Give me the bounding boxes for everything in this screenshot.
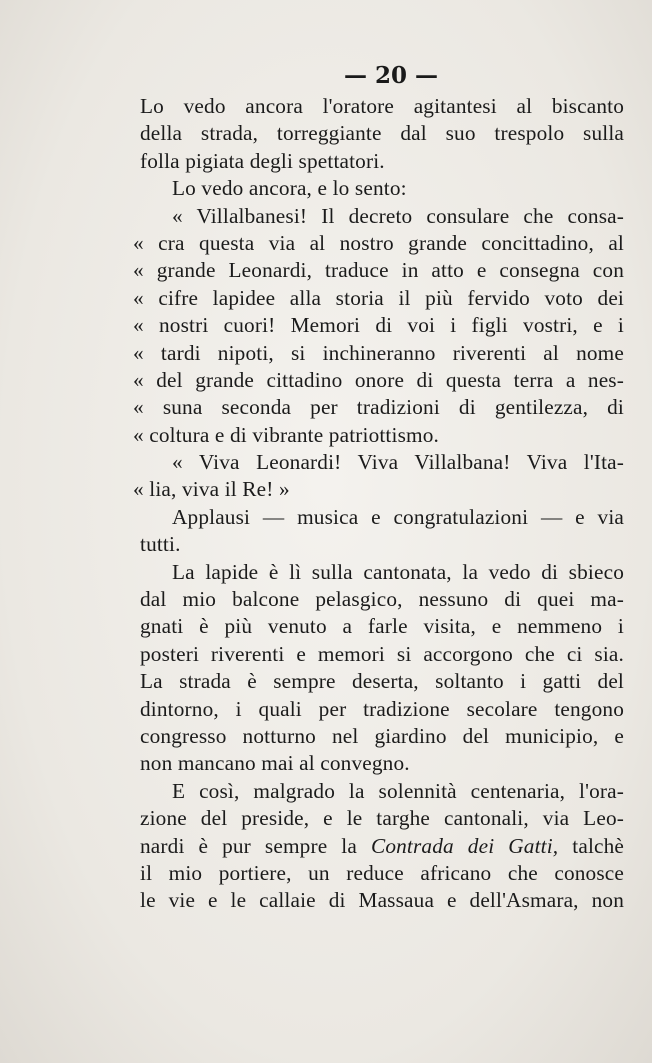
page-number: — 20 — <box>343 62 439 89</box>
text-line-25: non mancano mai al convegno. <box>140 751 410 776</box>
text-line-23: dintorno, i quali per tradizione secolare tengono <box>140 696 624 721</box>
text-line-4: Lo vedo ancora, e lo sento: <box>172 176 407 201</box>
text-line-16: Applausi — musica e congratulazioni — e via <box>172 504 624 529</box>
text-line-30: le vie e le callaie di Massaua e dell'Asmara, non <box>140 888 624 913</box>
text-line-28-end: talchè <box>558 833 625 858</box>
text-line-26: E così, malgrado la solennità centenaria, l'ora- <box>172 778 624 803</box>
text-line-1: Lo vedo ancora l'oratore agitantesi al biscanto <box>140 94 624 118</box>
text-line-22: La strada è sempre deserta, soltanto i gatti del <box>140 669 624 694</box>
text-line-3: folla pigiata degli spettatori. <box>140 148 385 173</box>
text-line-10: « tardi nipoti, si inchineranno riverenti al nome <box>133 340 624 365</box>
text-line-7: « grande Leonardi, traduce in atto e consegna con <box>133 258 624 283</box>
page-text <box>133 93 625 915</box>
text-line-5: « Villalbanesi! Il decreto consulare che consa- <box>172 203 624 228</box>
text-line-9: « nostri cuori! Memori di voi i figli vostri, e i <box>133 313 624 338</box>
text-line-19: dal mio balcone pelasgico, nessuno di quei ma- <box>140 587 624 612</box>
text-line-15: « lia, viva il Re! » <box>133 477 290 502</box>
text-line-29: il mio portiere, un reduce africano che conosce <box>140 860 624 885</box>
text-line-2: della strada, torreggiante dal suo trespolo sulla <box>140 121 624 146</box>
text-line-20: gnati è più venuto a farle visita, e nemmeno i <box>140 614 624 639</box>
text-line-6: « cra questa via al nostro grande concittadino, al <box>133 230 624 255</box>
italic-phrase: Contrada dei Gatti, <box>370 833 559 858</box>
text-line-27: zione del preside, e le targhe cantonali, via Leo- <box>140 806 624 831</box>
text-line-13: « coltura e di vibrante patriottismo. <box>133 422 439 447</box>
text-line-18: La lapide è lì sulla cantonata, la vedo di sbieco <box>172 559 624 584</box>
text-line-11: « del grande cittadino onore di questa terra a nes- <box>133 367 624 392</box>
text-line-14: « Viva Leonardi! Viva Villalbana! Viva l'Ita- <box>172 450 624 475</box>
text-line-28-start: nardi è pur sempre la <box>140 833 371 858</box>
text-line-17: tutti. <box>140 532 181 557</box>
text-line-28 <box>140 833 624 860</box>
text-line-8: « cifre lapidee alla storia il più fervido voto dei <box>133 285 624 310</box>
text-line-21: posteri riverenti e memori si accorgono che ci sia. <box>140 641 624 666</box>
text-line-12: « suna seconda per tradizioni di gentilezza, di <box>133 395 624 420</box>
text-line-24: congresso notturno nel giardino del municipio, e <box>140 723 624 748</box>
